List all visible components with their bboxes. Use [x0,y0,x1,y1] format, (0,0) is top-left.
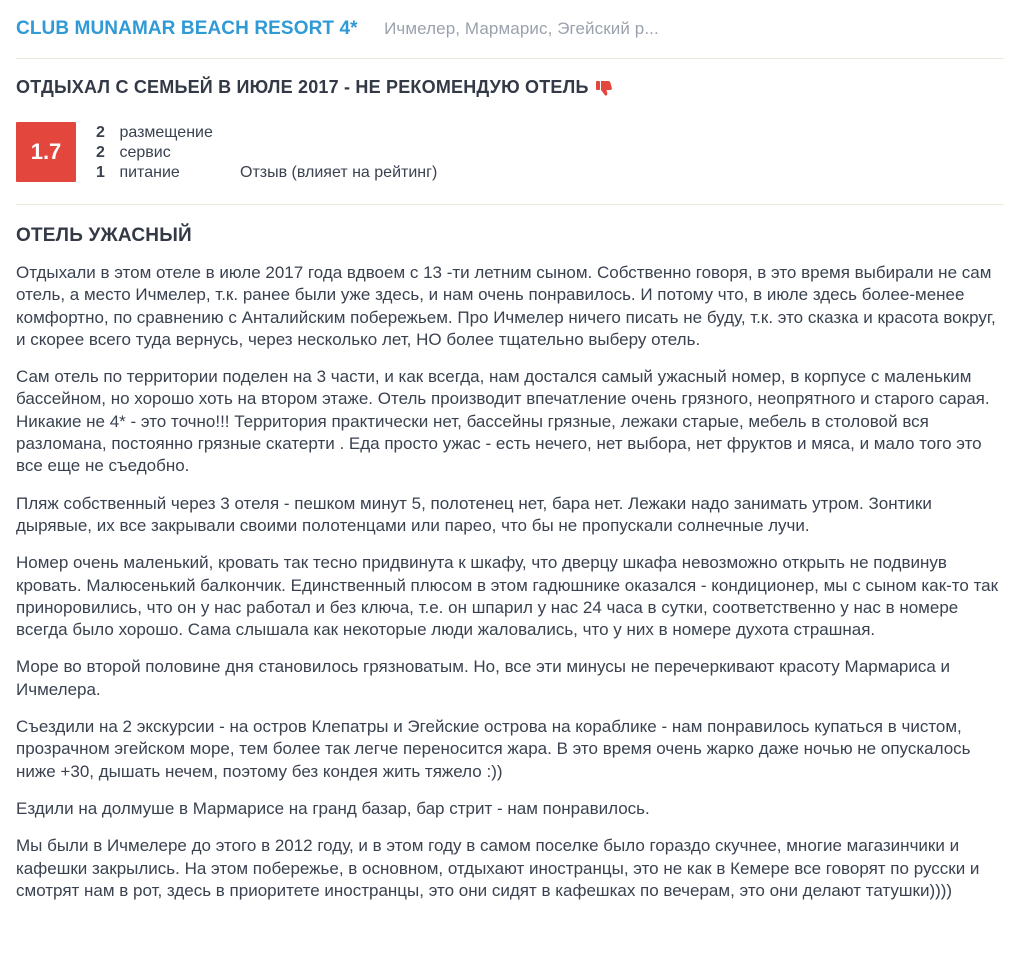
rating-value: 2 [96,144,105,161]
hotel-name-link[interactable]: CLUB MUNAMAR BEACH RESORT 4* [16,18,358,39]
review-paragraph: Съездили на 2 экскурсии - на остров Клепатры и Эгейские острова на кораблике - нам понравилось купаться в чистом, прозрачном эгейском море, тем более так легче переносится жара. В это время очень жарко даже ночью не опускалось ниже +30, дышать нечем, поэтому без кондея жить тяжело :)) [16,717,971,781]
rating-row-food [96,163,213,183]
rating-label: сервис [119,144,171,161]
review-affects-rating-note: Отзыв (влияет на рейтинг) [240,164,438,181]
review-paragraph: Отдыхали в этом отеле в июле 2017 года вдвоем с 13 -ти летним сыном. Собственно говоря, в это время выбирали не сам отель, а место Ичмелер, т.к. ранее были уже здесь, и нам очень понравилось. И потому что, в июле здесь более-менее комфортно, по сравнению с Анталийским побережьем. Про Ичмелер ничего писать не буду, т.к. это сказка и красота вокруг, и скорее всего туда вернусь, через несколько лет, НО более тщательно выберу отель. [16,263,996,349]
ratings-list [96,123,213,183]
thumbs-down-icon [595,79,613,97]
overall-score-badge: 1.7 [16,122,76,182]
review-title: ОТДЫХАЛ С СЕМЬЕЙ В ИЮЛЕ 2017 - НЕ РЕКОМЕНДУЮ ОТЕЛЬ [16,77,589,97]
review-body [16,262,1008,917]
review-title-row [16,77,1004,98]
hotel-location[interactable]: Ичмелер, Мармарис, Эгейский р... [384,19,659,38]
rating-value: 1 [96,164,105,181]
divider [16,204,1004,205]
hotel-header [16,18,1004,46]
rating-value: 2 [96,124,105,141]
review-paragraph: Ездили на долмуше в Мармарисе на гранд базар, бар стрит - нам понравилось. [16,798,650,818]
review-paragraph: Море во второй половине дня становилось грязноватым. Но, все эти минусы не перечеркивают красоту Мармариса и Ичмелера. [16,657,951,699]
divider [16,58,1004,59]
rating-row-service [96,143,213,163]
review-paragraph: Сам отель по территории поделен на 3 части, и как всегда, нам достался самый ужасный номер, в корпусе с маленьким бассейном, но хорошо хоть на втором этаже. Отель производит впечатление очень грязного, неопрятного и старого сарая. Никакие не 4* - это точно!!! Территория практически нет, бассейны грязные, лежаки старые, мебель в столовой вся разломана, постоянно грязные скатерти . Еда просто ужас - есть нечего, нет выбора, нет фруктов и мяса, и мало того это все еще не съедобно. [16,367,990,476]
review-heading: ОТЕЛЬ УЖАСНЫЙ [16,225,192,246]
rating-row-accommodation [96,123,213,143]
review-paragraph: Мы были в Ичмелере до этого в 2012 году, и в этом году в самом поселке было гораздо скучнее, многие магазинчики и кафешки закрылись. На этом побережье, в основном, отдыхают иностранцы, это не как в Кемере все говорят по русски и смотрят нам в рот, здесь в приоритете иностранцы, это они сидят в кафешках по вечерам, это они делают татушки)))) [16,836,980,900]
rating-label: размещение [119,124,213,141]
review-paragraph: Номер очень маленький, кровать так тесно придвинута к шкафу, что дверцу шкафа невозможно открыть не подвинув кровать. Малюсенький балкончик. Единственный плюсом в этом гадюшнике оказался - кондиционер, мы с сыном как-то так приноровились, что он у нас работал и без ключа, т.е. он шпарил у нас 24 часа в сутки, соответственно у нас в номере всегда было хорошо. Сама слышала как некоторые люди жаловались, что у них в номере духота страшная. [16,553,999,640]
review-paragraph: Пляж собственный через 3 отеля - пешком минут 5, полотенец нет, бара нет. Лежаки надо занимать утром. Зонтики дырявые, их все закрывали своими полотенцами или парео, что бы не пропускали солнечные лучи. [16,493,932,535]
rating-label: питание [119,164,180,181]
